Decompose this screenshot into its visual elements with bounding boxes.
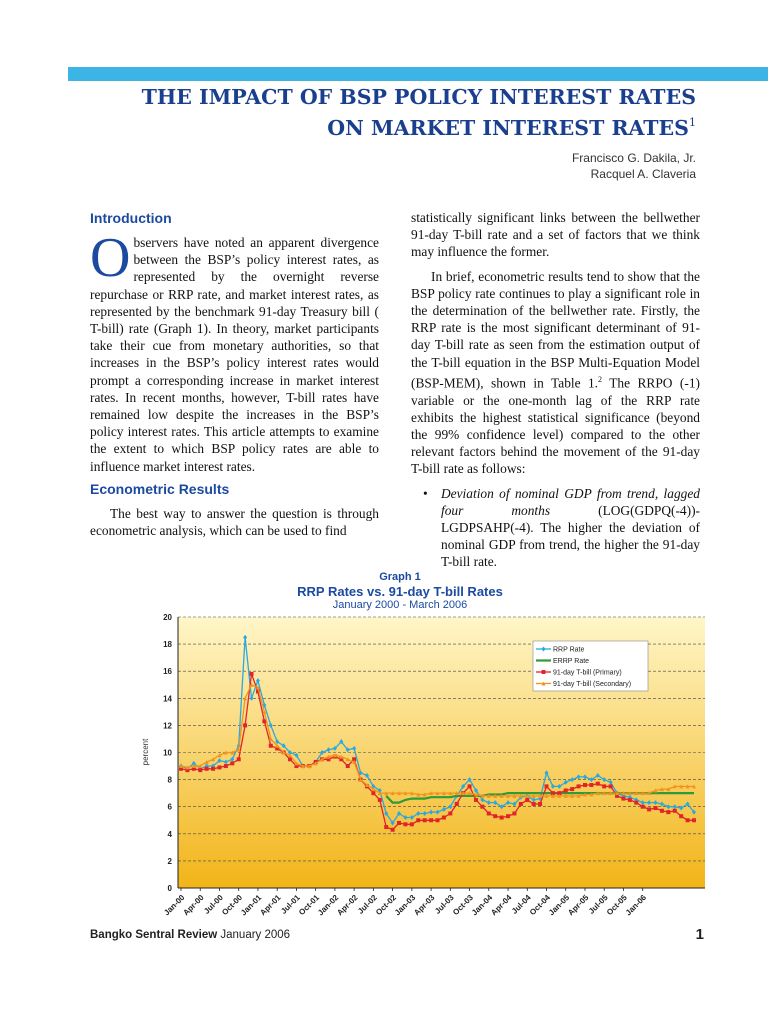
bullet-dot: • — [423, 485, 428, 501]
data-point — [429, 818, 433, 822]
data-point — [442, 816, 446, 820]
x-tick-label: Jan-05 — [546, 893, 572, 918]
data-point — [346, 764, 350, 768]
x-tick-label: Jan-01 — [239, 893, 264, 918]
x-tick-label: Oct-05 — [604, 893, 629, 918]
data-point — [589, 783, 593, 787]
data-point — [666, 810, 670, 814]
y-tick-label: 0 — [167, 884, 172, 893]
data-point — [506, 814, 510, 818]
y-tick-label: 8 — [167, 775, 172, 785]
x-tick-label: Jan-06 — [623, 893, 649, 918]
data-point — [423, 818, 427, 822]
x-tick-label: Apr-03 — [412, 893, 437, 918]
data-point — [634, 801, 638, 805]
data-point — [545, 784, 549, 788]
data-point — [686, 818, 690, 822]
x-tick-label: Apr-00 — [181, 893, 206, 918]
footer-journal: Bangko Sentral Review January 2006 — [90, 929, 291, 941]
data-point — [487, 811, 491, 815]
data-point — [217, 765, 221, 769]
x-tick-label: Jul-04 — [509, 893, 533, 916]
page-number: 1 — [695, 926, 704, 943]
y-axis-label: percent — [141, 738, 150, 766]
data-point — [403, 822, 407, 826]
legend-label: ERRP Rate — [553, 658, 590, 665]
x-tick-label: Oct-02 — [374, 893, 399, 918]
y-tick-label: 6 — [167, 802, 172, 812]
graph-title: RRP Rates vs. 91-day T-bill Rates — [297, 584, 503, 599]
x-tick-label: Oct-01 — [297, 893, 322, 918]
data-point — [224, 764, 228, 768]
x-tick-label: Apr-05 — [566, 893, 591, 918]
x-tick-label: Jul-03 — [433, 893, 456, 916]
data-point — [391, 828, 395, 832]
data-point — [512, 811, 516, 815]
data-point — [564, 788, 568, 792]
x-tick-label: Jul-05 — [586, 893, 610, 916]
right-paragraph-brief: In brief, econometric results tend to show that the BSP policy rate continues to play a significant role in the determination of the bellwether rate. Firstly, the RRP rate is the most significant determinant of 91-day T-bill rate as seen from the estimation output of the T-bill equation in the BSP Multi-Equation Model (BSP-MEM), shown in Table 1.$^2$ The RRPO (-1) variable or the one-month lag of the RRP rate exhibits the highest statistical significance (beyond the 99% confidence level) compared to the other relevant factors behind the movement of the 91-day T-bill rate as follows: — [411, 268, 700, 477]
data-point — [538, 802, 542, 806]
data-point — [448, 811, 452, 815]
data-point — [641, 805, 645, 809]
data-point — [205, 767, 209, 771]
data-point — [468, 784, 472, 788]
data-point — [378, 798, 382, 802]
data-point — [596, 782, 600, 786]
x-tick-label: Oct-03 — [451, 893, 475, 918]
data-point — [243, 723, 247, 727]
y-tick-label: 20 — [163, 613, 172, 622]
data-point — [654, 806, 658, 810]
data-point — [673, 809, 677, 813]
right-paragraph-continued: statistically significant links between the bellwether 91-day T-bill rate and a set of factors that we think may influence the former. — [411, 210, 700, 260]
data-point — [230, 761, 234, 765]
data-point — [647, 807, 651, 811]
x-tick-label: Jul-00 — [202, 893, 225, 916]
legend-label: 91-day T-bill (Primary) — [553, 669, 622, 677]
data-point — [250, 672, 254, 676]
data-point — [198, 768, 202, 772]
data-point — [455, 802, 459, 806]
data-point — [211, 767, 215, 771]
data-point — [679, 814, 683, 818]
data-point — [602, 784, 606, 788]
y-tick-label: 10 — [163, 748, 172, 758]
x-tick-label: Jan-00 — [162, 893, 187, 918]
x-tick-label: Jan-04 — [469, 893, 495, 918]
section-heading-econometric-results: Econometric Results — [90, 481, 230, 497]
y-tick-label: 2 — [167, 856, 172, 866]
author-1: Francisco G. Dakila, Jr. — [571, 151, 696, 165]
data-point — [436, 818, 440, 822]
data-point — [500, 816, 504, 820]
x-tick-label: Jan-03 — [392, 893, 418, 918]
x-tick-label: Jan-02 — [316, 893, 341, 918]
data-point — [269, 744, 273, 748]
bullet-item-gdp-deviation: • Deviation of nominal GDP from trend, lagged four months (LOG(GDPQ(-4))-LGDPSAHP(-4). The higher the deviation of nominal GDP from trend, the higher the 91-day T-bill rate. — [411, 485, 700, 571]
x-tick-label: Apr-01 — [258, 893, 283, 918]
data-point — [237, 757, 241, 761]
data-point — [609, 784, 613, 788]
author-2: Racquel A. Claveria — [590, 167, 696, 181]
data-point — [371, 791, 375, 795]
graph-label: Graph 1 — [379, 571, 421, 583]
data-point — [397, 821, 401, 825]
y-tick-label: 12 — [163, 721, 172, 731]
data-point — [692, 818, 696, 822]
legend-label: 91-day T-bill (Secondary) — [553, 681, 632, 688]
data-point — [384, 825, 388, 829]
data-point — [660, 809, 664, 813]
data-point — [532, 802, 536, 806]
x-tick-label: Apr-04 — [489, 893, 514, 918]
data-point — [583, 783, 587, 787]
data-point — [474, 798, 478, 802]
legend-marker — [542, 670, 546, 674]
y-tick-label: 4 — [167, 829, 172, 839]
data-point — [410, 822, 414, 826]
data-point — [493, 814, 497, 818]
legend-label: RRP Rate — [553, 646, 585, 654]
y-tick-label: 16 — [163, 667, 172, 677]
article-title-line-1: THE IMPACT OF BSP POLICY INTEREST RATES — [141, 85, 696, 109]
data-point — [570, 787, 574, 791]
title-footnote-mark: 1 — [689, 116, 696, 129]
data-point — [480, 805, 484, 809]
intro-paragraph: Observers have noted an apparent divergence between the BSP’s policy interest rates, as represented by the overnight reverse repurchase or RRP rate, and market interest rates, as represented by the benchmark 91-day Treasury bill ( T-bill) rate (Graph 1). In theory, market participants take their cue from monetary authorities, so that increases in the BSP’s policy interest rates would prompt a corresponding increase in market interest rates. In recent months, however, T-bill rates have remained low despite the increases in the BSP’s policy interest rates. This article attempts to examine the extent to which BSP policy rates are able to influence market interest rates. — [90, 227, 379, 474]
data-point — [577, 784, 581, 788]
data-point — [621, 797, 625, 801]
data-point — [525, 798, 529, 802]
graph-subtitle: January 2000 - March 2006 — [332, 599, 468, 611]
data-point — [416, 818, 420, 822]
x-tick-label: Jul-01 — [279, 893, 302, 916]
x-tick-label: Jul-02 — [356, 893, 379, 916]
y-tick-label: 14 — [163, 694, 172, 704]
section-heading-introduction: Introduction — [90, 210, 172, 226]
y-tick-label: 18 — [163, 640, 172, 650]
drop-cap: O — [90, 227, 131, 289]
x-tick-label: Oct-00 — [220, 893, 245, 918]
article-title-line-2: ON MARKET INTEREST RATES$^1$ — [327, 116, 696, 140]
data-point — [628, 798, 632, 802]
x-tick-label: Oct-04 — [527, 893, 552, 918]
x-tick-label: Apr-02 — [335, 893, 360, 918]
econ-paragraph: The best way to answer the question is through econometric analysis, which can be used to find — [90, 506, 379, 539]
data-point — [519, 802, 523, 806]
